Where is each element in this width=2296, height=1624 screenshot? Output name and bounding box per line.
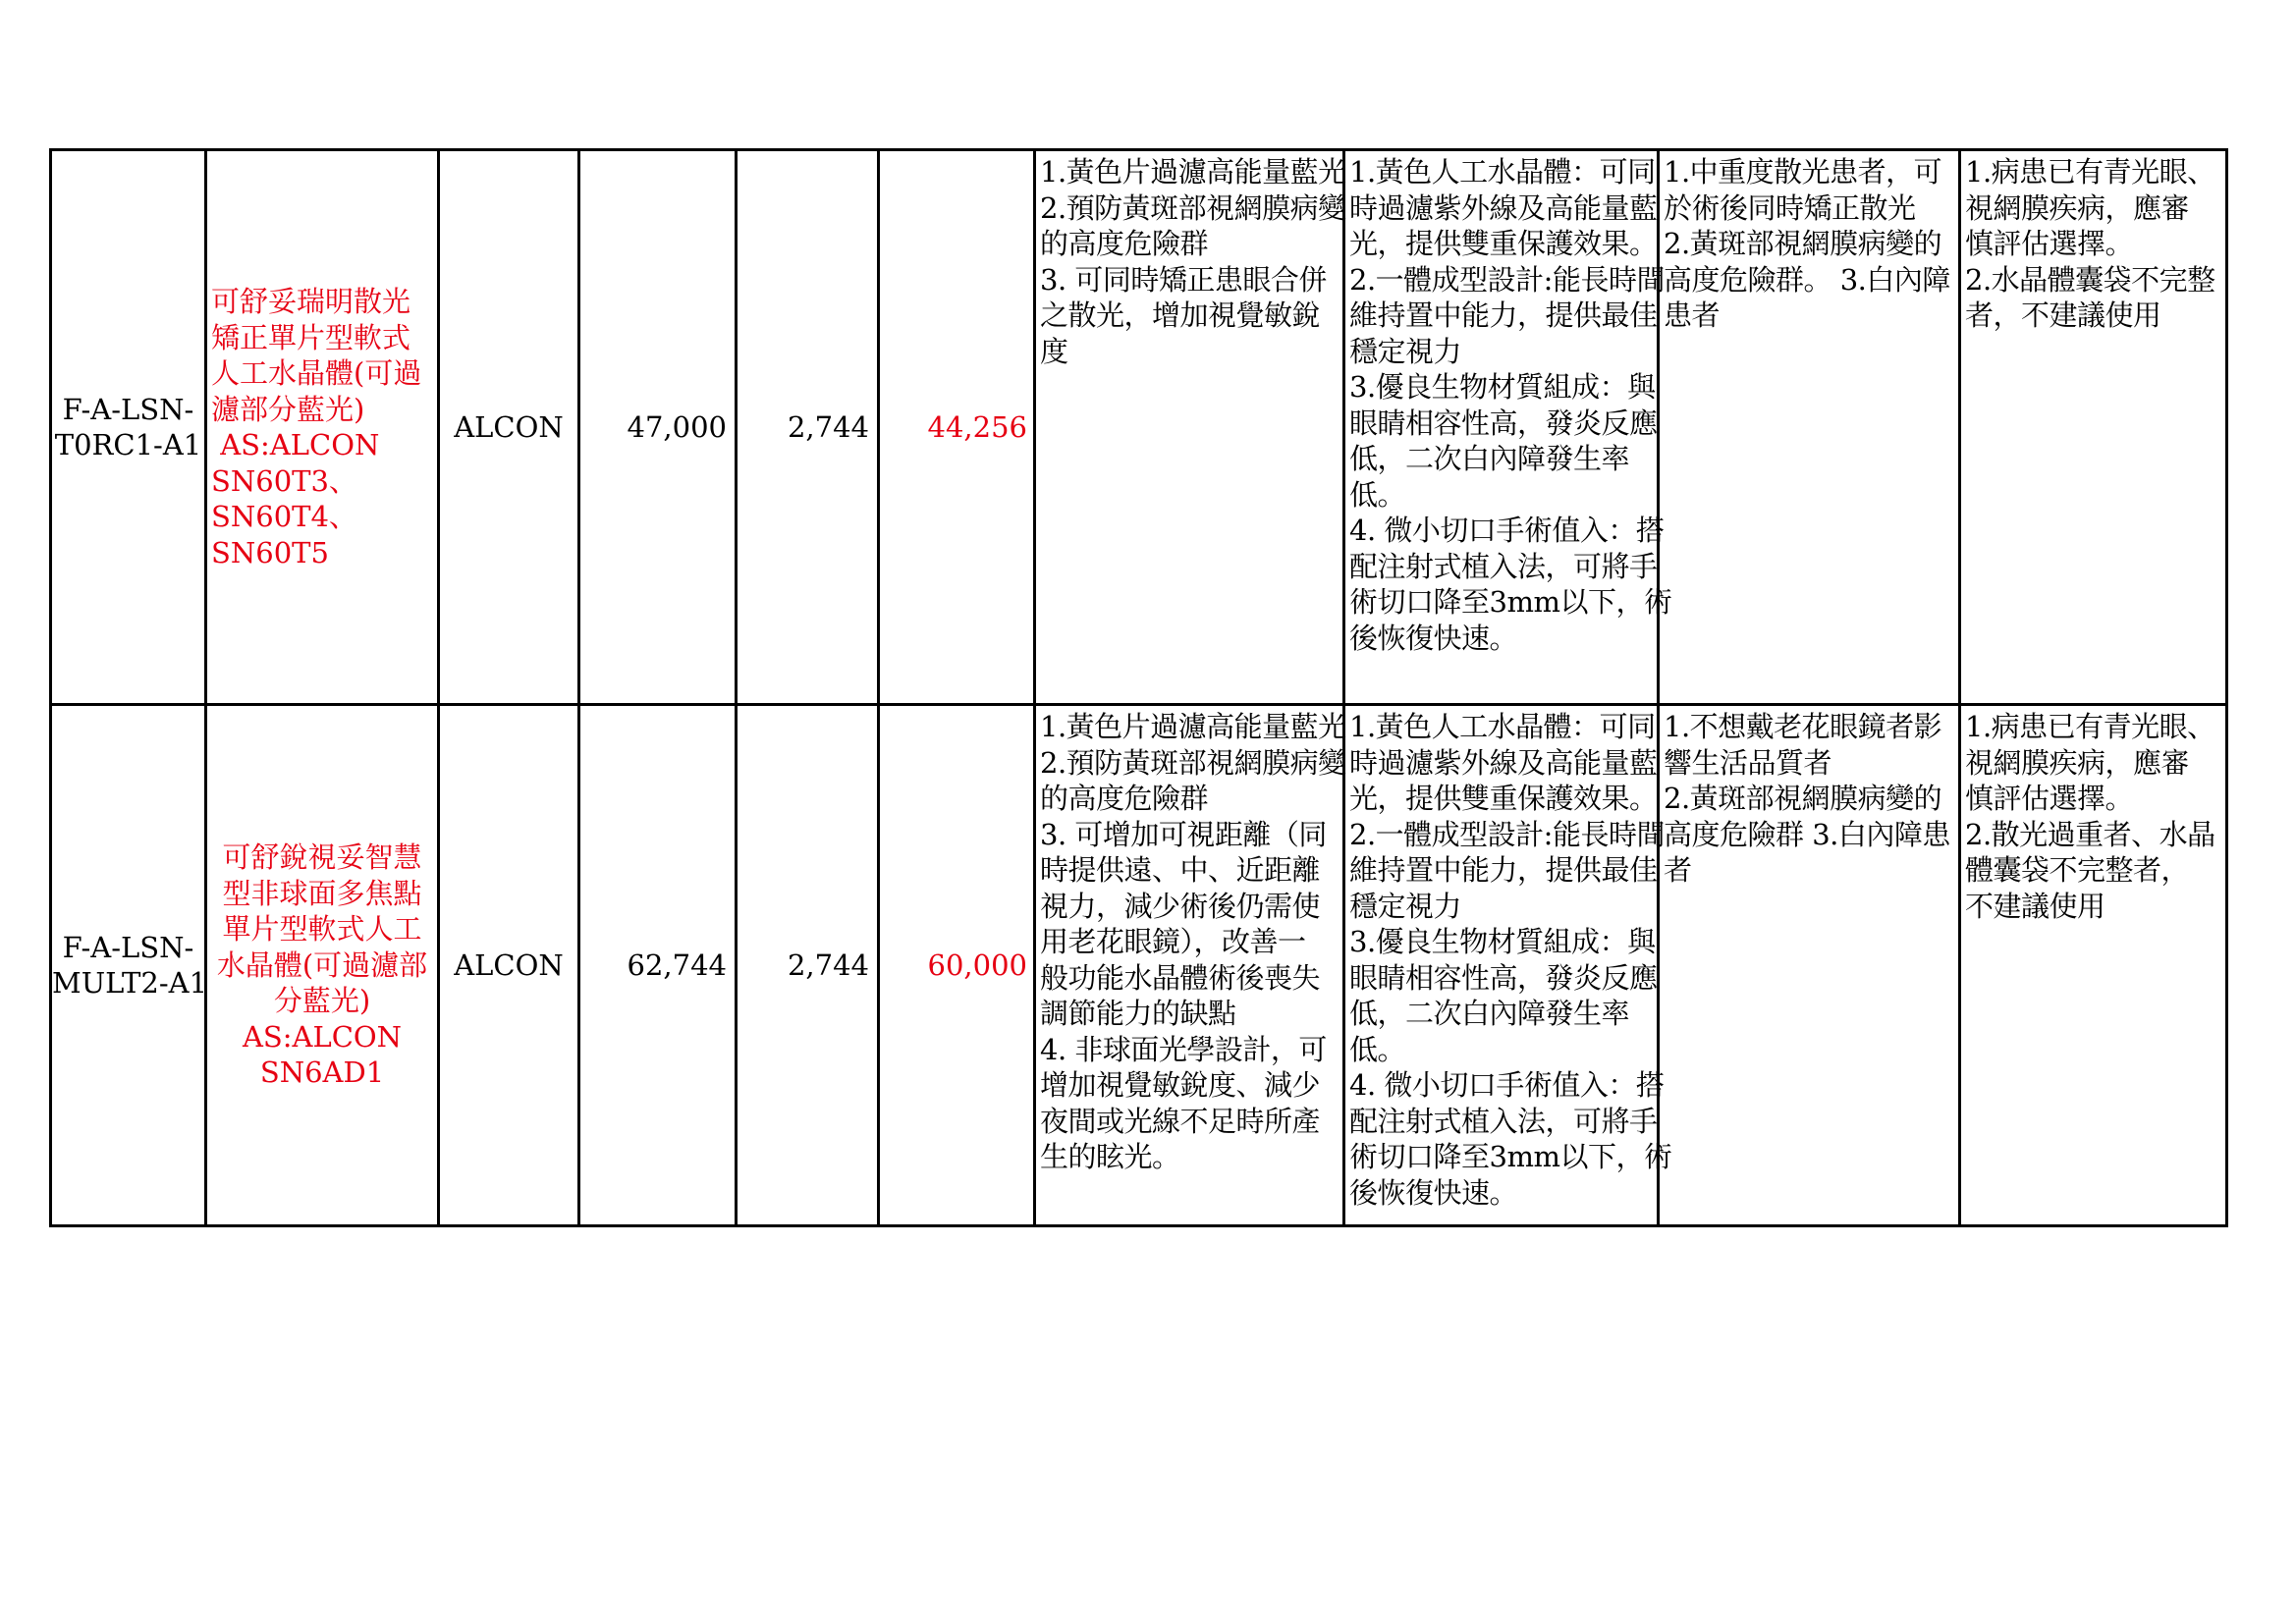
price-difference-cell: 44,256	[879, 150, 1035, 705]
benefits-line: 4. 微小切口手術值入：搭	[1349, 514, 1665, 547]
caution-line: 不建議使用	[1965, 889, 2105, 923]
item-code-cell	[51, 705, 206, 1226]
benefits-line: 低，二次白內障發生率	[1349, 442, 1630, 475]
product-name-line: 水晶體(可過濾部	[216, 947, 428, 982]
benefits-cell	[1344, 150, 1672, 705]
caution-line: 視網膜疾病，應審	[1965, 190, 2190, 225]
caution-line: 慎評估選擇。	[1965, 227, 2134, 260]
features-line: 2.預防黃斑部視網膜病變	[1040, 745, 1346, 780]
item-code-line: T0RC1-A1	[54, 428, 202, 461]
product-name-line: SN60T5	[211, 535, 329, 569]
features-line: 視力，減少術後仍需使	[1040, 889, 1321, 923]
brand-cell: ALCON	[439, 705, 579, 1226]
suitable-line: 2.黃斑部視網膜病變的	[1664, 227, 1942, 260]
cautions-cell	[1960, 705, 2227, 1226]
product-name-cell	[206, 150, 439, 705]
lens-price-table	[49, 148, 2228, 1227]
product-name-cell	[206, 705, 439, 1226]
product-name-line: 可舒妥瑞明散光	[211, 285, 411, 318]
suitable-line: 於術後同時矯正散光	[1664, 190, 1916, 225]
features-line: 4. 非球面光學設計，可	[1040, 1032, 1327, 1066]
caution-line: 體囊袋不完整者，	[1965, 853, 2190, 887]
benefits-line: 光，提供雙重保護效果。	[1349, 227, 1658, 260]
features-cell	[1035, 705, 1344, 1226]
features-line: 夜間或光線不足時所產	[1040, 1104, 1321, 1138]
suitable-line: 者	[1664, 853, 1692, 887]
caution-line: 2.散光過重者、水晶	[1965, 817, 2215, 851]
features-line: 之散光，增加視覺敏銳	[1040, 298, 1321, 332]
benefits-line: 2.一體成型設計:能長時間	[1349, 817, 1665, 851]
features-line: 2.預防黃斑部視網膜病變	[1040, 190, 1346, 225]
benefits-line: 後恢復快速。	[1349, 1175, 1518, 1210]
benefits-line: 1.黃色人工水晶體：可同	[1349, 155, 1656, 189]
benefits-line: 術切口降至3mm以下，術	[1349, 585, 1672, 619]
features-line: 時提供遠、中、近距離	[1040, 853, 1321, 887]
caution-line: 者，不建議使用	[1965, 298, 2161, 332]
item-code-cell	[51, 150, 206, 705]
features-cell	[1035, 150, 1344, 705]
benefits-line: 眼睛相容性高，發炎反應	[1349, 406, 1658, 440]
product-name-line: SN60T3、	[211, 463, 357, 498]
benefits-line: 光，提供雙重保護效果。	[1349, 782, 1658, 815]
suitable-line: 響生活品質者	[1664, 745, 1832, 780]
suitable-line: 患者	[1664, 298, 1721, 332]
subsidy-cell: 2,744	[737, 150, 879, 705]
benefits-line: 時過濾紫外線及高能量藍	[1349, 745, 1658, 780]
benefits-line: 穩定視力	[1349, 334, 1462, 368]
benefits-line: 後恢復快速。	[1349, 621, 1518, 655]
benefits-line: 配注射式植入法，可將手	[1349, 1104, 1658, 1138]
price-difference-cell: 60,000	[879, 705, 1035, 1226]
benefits-line: 維持置中能力，提供最佳	[1349, 853, 1658, 887]
brand-cell: ALCON	[439, 150, 579, 705]
subsidy-cell: 2,744	[737, 705, 879, 1226]
product-name-line: 矯正單片型軟式	[211, 320, 411, 354]
item-code-line: F-A-LSN-	[62, 392, 194, 426]
price-cell: 62,744	[579, 705, 737, 1226]
suitable-line: 1.不想戴老花眼鏡者影	[1664, 710, 1942, 743]
product-name-line: 單片型軟式人工	[222, 912, 422, 947]
suitable-line: 1.中重度散光患者，可	[1664, 155, 1942, 189]
features-line: 度	[1040, 334, 1068, 368]
item-code-line: F-A-LSN-	[62, 930, 194, 964]
benefits-line: 低。	[1349, 477, 1406, 512]
product-name-line: SN60T4、	[211, 500, 357, 533]
caution-line: 慎評估選擇。	[1965, 782, 2134, 815]
benefits-line: 術切口降至3mm以下，術	[1349, 1140, 1672, 1173]
features-line: 的高度危險群	[1040, 227, 1209, 260]
benefits-line: 3.優良生物材質組成：與	[1349, 370, 1656, 404]
caution-line: 1.病患已有青光眼、	[1965, 155, 2215, 189]
product-name-line: 型非球面多焦點	[222, 876, 422, 910]
price-cell: 47,000	[579, 150, 737, 705]
features-line: 調節能力的缺點	[1040, 997, 1236, 1030]
product-name-line: 濾部分藍光)	[211, 392, 365, 426]
suitable-line: 高度危險群 3.白內障患	[1664, 817, 1950, 851]
benefits-line: 1.黃色人工水晶體：可同	[1349, 710, 1656, 743]
product-name-line: 可舒銳視妥智慧	[222, 840, 422, 875]
item-code-line: MULT2-A1	[52, 966, 208, 1000]
features-line: 用老花眼鏡），改善一	[1040, 925, 1306, 958]
cautions-cell	[1960, 150, 2227, 705]
benefits-line: 低，二次白內障發生率	[1349, 997, 1630, 1030]
benefits-line: 配注射式植入法，可將手	[1349, 549, 1658, 583]
product-name-line: SN6AD1	[259, 1056, 385, 1090]
features-line: 1.黃色片過濾高能量藍光	[1040, 155, 1346, 189]
benefits-line: 4. 微小切口手術值入：搭	[1349, 1068, 1665, 1102]
features-line: 3. 可同時矯正患眼合併	[1040, 262, 1327, 297]
product-name-line: AS:ALCON	[211, 428, 380, 461]
product-name-line: AS:ALCON	[242, 1019, 403, 1054]
table-row	[51, 150, 2227, 705]
benefits-line: 穩定視力	[1349, 889, 1462, 923]
features-line: 般功能水晶體術後喪失	[1040, 960, 1321, 995]
suitable-line: 2.黃斑部視網膜病變的	[1664, 782, 1942, 815]
product-name-line: 人工水晶體(可過	[211, 356, 422, 390]
caution-line: 2.水晶體囊袋不完整	[1965, 262, 2215, 297]
benefits-line: 時過濾紫外線及高能量藍	[1349, 190, 1658, 225]
table-row	[51, 705, 2227, 1226]
benefits-line: 2.一體成型設計:能長時間	[1349, 262, 1665, 297]
caution-line: 視網膜疾病，應審	[1965, 745, 2190, 780]
features-line: 生的眩光。	[1040, 1140, 1180, 1173]
benefits-line: 低。	[1349, 1032, 1406, 1066]
suitable-patients-cell	[1659, 705, 1960, 1226]
features-line: 的高度危險群	[1040, 782, 1209, 815]
features-line: 1.黃色片過濾高能量藍光	[1040, 710, 1346, 743]
features-line: 增加視覺敏銳度、減少	[1040, 1068, 1321, 1102]
benefits-line: 3.優良生物材質組成：與	[1349, 925, 1656, 958]
caution-line: 1.病患已有青光眼、	[1965, 710, 2215, 743]
product-name-line: 分藍光)	[273, 984, 371, 1018]
features-line: 3. 可增加可視距離（同	[1040, 817, 1327, 851]
benefits-cell	[1344, 705, 1672, 1226]
benefits-line: 維持置中能力，提供最佳	[1349, 298, 1658, 332]
suitable-patients-cell	[1659, 150, 1960, 705]
benefits-line: 眼睛相容性高，發炎反應	[1349, 960, 1658, 995]
suitable-line: 高度危險群。 3.白內障	[1664, 262, 1950, 297]
